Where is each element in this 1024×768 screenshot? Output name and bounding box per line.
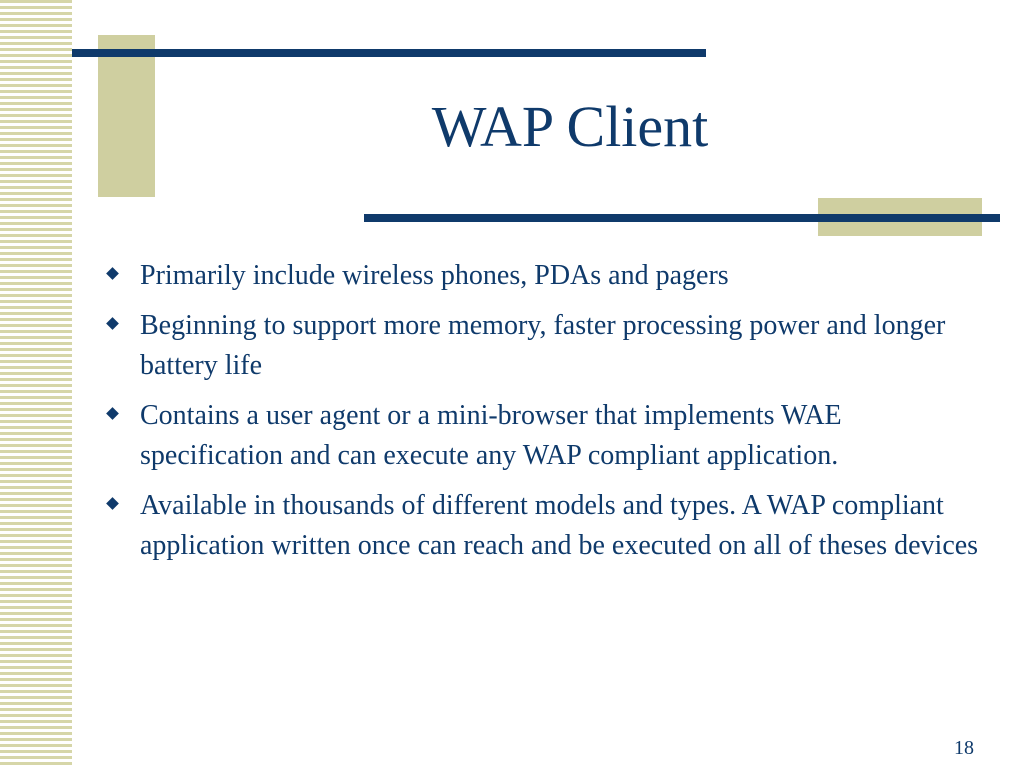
diamond-bullet-icon — [106, 317, 119, 330]
diamond-bullet-icon — [106, 497, 119, 510]
page-number: 18 — [954, 737, 974, 759]
bullet-item-1 — [104, 256, 984, 296]
bullet-text-3: Contains a user agent or a mini-browser that implements WAE specification and can execute any WAP compliant application. — [140, 400, 842, 471]
bullet-item-2 — [104, 306, 984, 386]
bullet-list — [104, 256, 984, 576]
bullet-item-4 — [104, 486, 984, 566]
slide-title: WAP Client — [431, 94, 709, 159]
bullet-text-2: Beginning to support more memory, faster processing power and longer battery life — [140, 310, 946, 381]
title-rule-top — [72, 49, 706, 57]
decorative-stripe-band — [0, 0, 72, 768]
decorative-square-top — [98, 35, 155, 197]
bullet-text-1: Primarily include wireless phones, PDAs and pagers — [140, 260, 729, 291]
title-rule-bottom — [364, 214, 1000, 222]
bullet-text-4: Available in thousands of different models and types. A WAP compliant application written once can reach and be executed on all of theses devices — [140, 490, 979, 561]
bullet-item-3 — [104, 396, 984, 476]
diamond-bullet-icon — [106, 267, 119, 280]
diamond-bullet-icon — [106, 407, 119, 420]
